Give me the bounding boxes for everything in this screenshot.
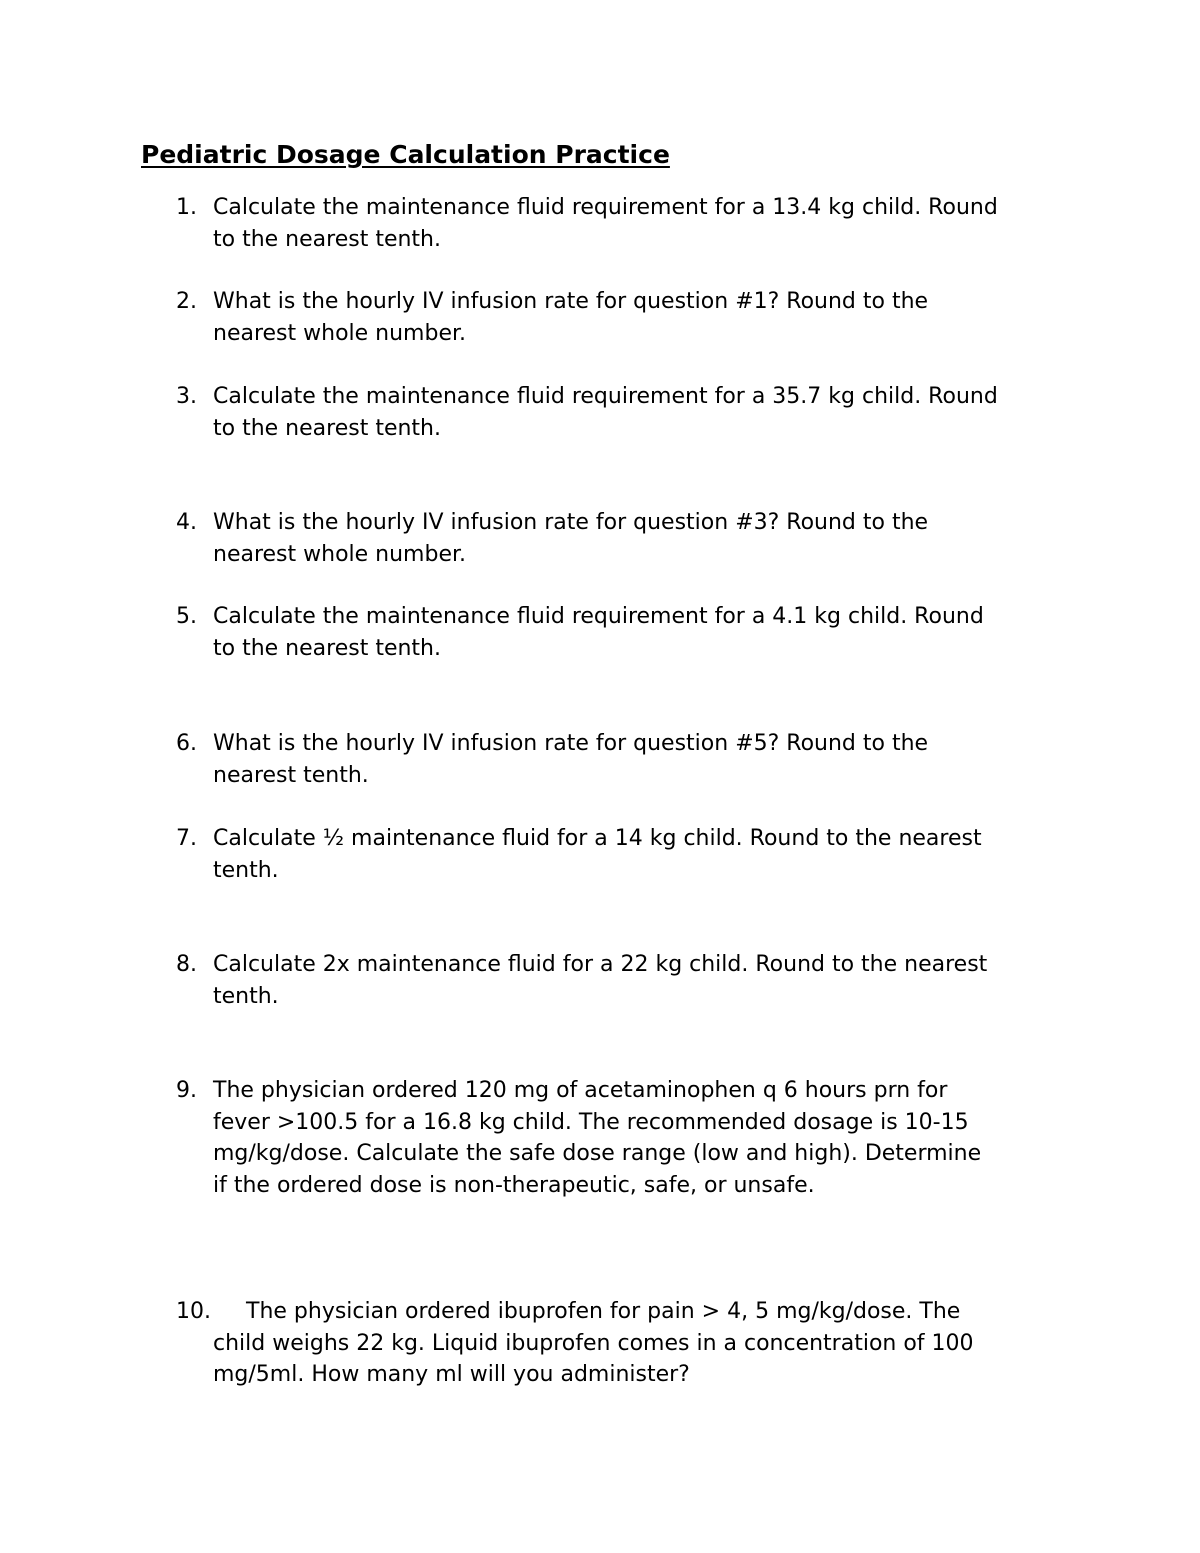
- question-6: [176, 728, 1076, 791]
- question-text: Calculate the maintenance fluid requirement for a 4.1 kg child. Round to the nearest tenth.: [213, 604, 984, 661]
- question-4: [176, 507, 1076, 570]
- question-text: Calculate 2x maintenance fluid for a 22 kg child. Round to the nearest tenth.: [213, 952, 988, 1009]
- question-number: 3.: [176, 384, 197, 409]
- question-10: [176, 1296, 1076, 1391]
- question-number: 1.: [176, 195, 197, 220]
- question-text: child weighs 22 kg. Liquid ibuprofen comes in a concentration of 100 mg/5ml. How many ml will you administer?: [213, 1330, 974, 1387]
- question-text: What is the hourly IV infusion rate for question #3? Round to the nearest whole number.: [213, 510, 929, 567]
- question-text: Calculate ½ maintenance fluid for a 14 kg child. Round to the nearest tenth.: [213, 826, 982, 883]
- question-2: [176, 286, 1076, 349]
- question-5: [176, 601, 1076, 664]
- question-number: 7.: [176, 826, 197, 851]
- question-text: What is the hourly IV infusion rate for question #5? Round to the nearest tenth.: [213, 731, 929, 788]
- question-number: 2.: [176, 289, 197, 314]
- question-number: 9.: [176, 1078, 197, 1103]
- question-number: 8.: [176, 952, 197, 977]
- question-text: The physician ordered 120 mg of acetaminophen q 6 hours prn for fever >100.5 for a 16.8 kg child. The recommended dosage is 10-15 mg/kg/dose. Calculate the safe dose range (low and high). Determine if the ordered dose is non-therapeutic, safe, or unsafe.: [213, 1078, 982, 1198]
- question-3: [176, 381, 1076, 444]
- question-number: 10.: [176, 1299, 211, 1324]
- question-text: Calculate the maintenance fluid requirement for a 13.4 kg child. Round to the nearest tenth.: [213, 195, 998, 252]
- question-number: 4.: [176, 510, 197, 535]
- question-8: [176, 949, 1076, 1012]
- question-9: [176, 1075, 1076, 1201]
- question-text: What is the hourly IV infusion rate for question #1? Round to the nearest whole number.: [213, 289, 929, 346]
- page-title: Pediatric Dosage Calculation Practice: [141, 140, 670, 169]
- question-number: 6.: [176, 731, 197, 756]
- question-1: [176, 192, 1076, 255]
- question-7: [176, 823, 1076, 886]
- question-text-first-line: The physician ordered ibuprofen for pain > 4, 5 mg/kg/dose. The: [246, 1299, 961, 1324]
- question-text: Calculate the maintenance fluid requirement for a 35.7 kg child. Round to the nearest tenth.: [213, 384, 998, 441]
- question-number: 5.: [176, 604, 197, 629]
